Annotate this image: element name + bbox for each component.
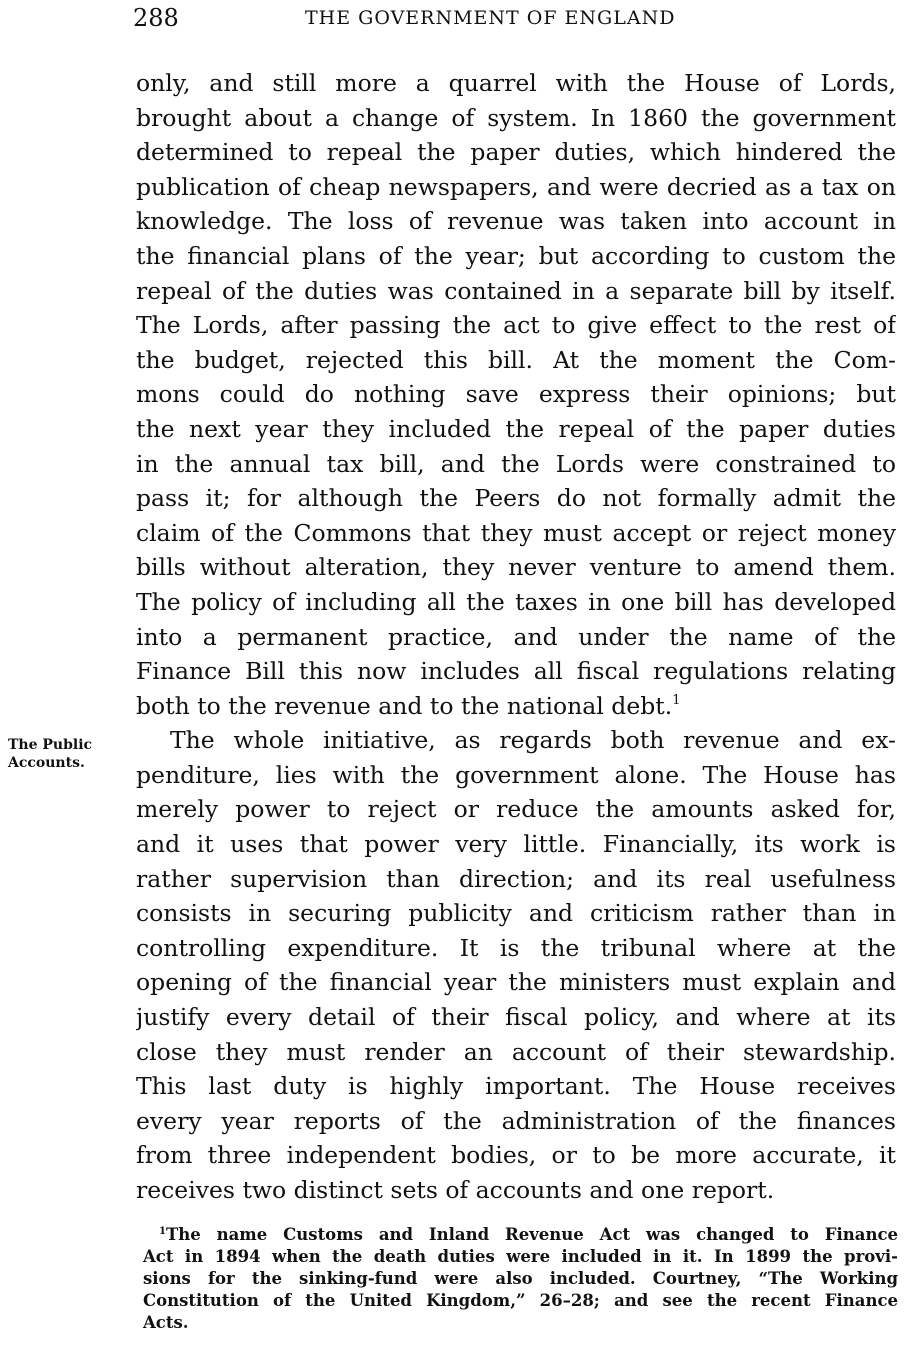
text-line: receives two distinct sets of accounts and one report. xyxy=(136,1176,775,1204)
footnote-line: sions for the sinking-fund were also included. Courtney, “The Working xyxy=(143,1269,898,1288)
text-line: This last duty is highly important. The House receives xyxy=(136,1072,896,1101)
footnote-line: Act in 1894 when the death duties were included in it. In 1899 the provi- xyxy=(143,1247,898,1266)
text-line: The policy of including all the taxes in one bill has developed xyxy=(136,587,896,616)
text-line: Finance Bill this now includes all fiscal regulations relating xyxy=(136,657,896,686)
text-line: rather supervision than direction; and its real usefulness xyxy=(136,864,896,893)
footnote-line: Constitution of the United Kingdom,” 26–28; and see the recent Finance xyxy=(143,1291,898,1310)
footnote-reference[interactable]: 1 xyxy=(672,692,681,708)
text-line: close they must render an account of their stewardship. xyxy=(136,1037,896,1066)
text-line: controlling expenditure. It is the tribunal where at the xyxy=(136,933,896,962)
text-line: mons could do nothing save express their opinions; but xyxy=(136,380,896,409)
text-line: justify every detail of their fiscal policy, and where at its xyxy=(136,1003,896,1032)
text-line: repeal of the duties was contained in a separate bill by itself. xyxy=(136,276,896,305)
text-line: and it uses that power very little. Financially, its work is xyxy=(136,830,896,859)
margin-note xyxy=(8,736,92,772)
text-line: claim of the Commons that they must accept or reject money xyxy=(136,518,896,547)
text-line: pass it; for although the Peers do not formally admit the xyxy=(136,484,896,513)
text-line: into a permanent practice, and under the name of the xyxy=(136,622,896,651)
text-line: in the annual tax bill, and the Lords were constrained to xyxy=(136,449,896,478)
footnote xyxy=(143,1224,898,1334)
paragraph-2 xyxy=(136,723,896,1207)
paragraph-1 xyxy=(136,66,896,723)
text-line: the budget, rejected this bill. At the moment the Com- xyxy=(136,345,896,374)
text-line: bills without alteration, they never venture to amend them. xyxy=(136,553,896,582)
text-line: merely power to reject or reduce the amounts asked for, xyxy=(136,795,896,824)
text-line: both to the revenue and to the national debt.$^1$ xyxy=(136,691,681,720)
text-line: The Lords, after passing the act to give effect to the rest of xyxy=(136,311,896,340)
page-header xyxy=(133,4,895,34)
text-line: knowledge. The loss of revenue was taken into account in xyxy=(136,207,896,236)
margin-note-line: The Public xyxy=(8,737,93,753)
text-line: publication of cheap newspapers, and were decried as a tax on xyxy=(136,172,896,201)
text-line: brought about a change of system. In 1860 the government xyxy=(136,103,896,132)
text-line: The whole initiative, as regards both revenue and ex- xyxy=(170,726,896,755)
text-line: only, and still more a quarrel with the House of Lords, xyxy=(136,69,896,97)
text-line: penditure, lies with the government alone. The House has xyxy=(136,760,896,789)
text-line: the next year they included the repeal of the paper duties xyxy=(136,414,896,443)
footnote-line: Acts. xyxy=(143,1313,189,1332)
text-line: the financial plans of the year; but according to custom the xyxy=(136,241,896,270)
text-line: every year reports of the administration of the finances xyxy=(136,1106,896,1135)
footnote-line: $^1$The name Customs and Inland Revenue Act was changed to Finance xyxy=(159,1225,898,1244)
text-line: from three independent bodies, or to be more accurate, it xyxy=(136,1141,896,1170)
text-line: determined to repeal the paper duties, which hindered the xyxy=(136,138,896,167)
page-number: 288 xyxy=(133,4,179,32)
text-line: consists in securing publicity and criticism rather than in xyxy=(136,899,896,928)
running-head: THE GOVERNMENT OF ENGLAND xyxy=(305,7,676,29)
footnote-marker: 1 xyxy=(159,1226,166,1237)
margin-note-line: Accounts. xyxy=(8,755,85,771)
text-line: opening of the financial year the ministers must explain and xyxy=(136,968,896,997)
body-text xyxy=(136,66,896,1208)
